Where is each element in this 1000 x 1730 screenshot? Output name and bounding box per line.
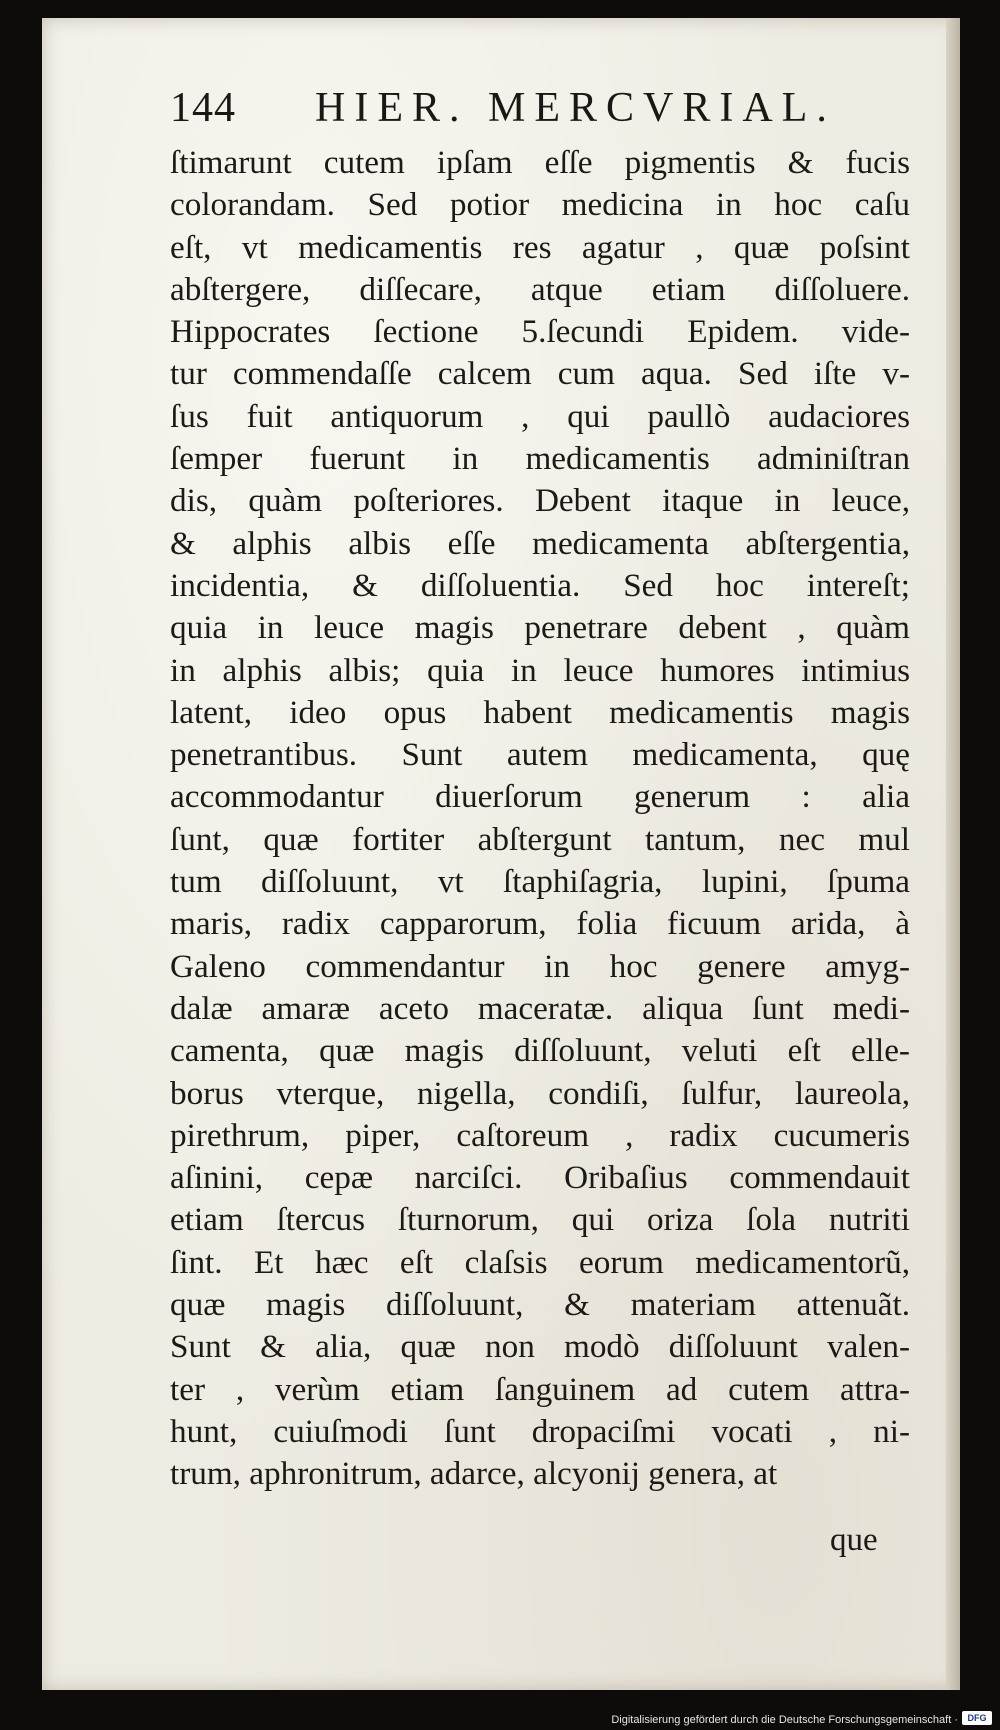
- text-line: ſus fuit antiquorum , qui paullò audaciores: [170, 397, 910, 435]
- text-line: aſinini, cepæ narciſci. Oribaſius commendauit: [170, 1159, 910, 1197]
- text-line: quia in leuce magis penetrare debent , quàm: [170, 609, 910, 647]
- text-line: Hippocrates ſectione 5.ſecundi Epidem. vide-: [170, 313, 910, 351]
- text-line: ſunt, quæ fortiter abſtergunt tantum, nec mul: [170, 820, 910, 858]
- text-line: eſt, vt medicamentis res agatur , quæ poſsint: [170, 228, 910, 266]
- text-line: pirethrum, piper, caſtoreum , radix cucumeris: [170, 1116, 910, 1154]
- text-line: accommodantur diuerſorum generum : alia: [170, 778, 910, 816]
- text-line: ſemper fuerunt in medicamentis adminiſtran: [170, 440, 910, 478]
- text-line: etiam ſtercus ſturnorum, qui oriza ſola nutriti: [170, 1201, 910, 1239]
- text-line: penetrantibus. Sunt autem medicamenta, quę: [170, 736, 910, 774]
- text-line: maris, radix capparorum, folia ficuum arida, à: [170, 905, 910, 943]
- text-line: incidentia, & diſſoluentia. Sed hoc intereſt;: [170, 566, 910, 604]
- text-line: colorandam. Sed potior medicina in hoc caſu: [170, 186, 910, 224]
- text-line: ſtimarunt cutem ipſam eſſe pigmentis & fucis: [170, 144, 910, 181]
- text-line: borus vterque, nigella, condiſi, ſulfur, laureola,: [170, 1074, 910, 1112]
- text-line: & alphis albis eſſe medicamenta abſtergentia,: [170, 524, 910, 562]
- text-line: tur commendaſſe calcem cum aqua. Sed iſte v-: [170, 355, 910, 393]
- text-line: camenta, quæ magis diſſoluunt, veluti eſt elle-: [170, 1032, 910, 1070]
- catchword: que: [830, 1522, 878, 1558]
- text-line: latent, ideo opus habent medicamentis magis: [170, 693, 910, 731]
- text-line: trum, aphronitrum, adarce, alcyonij genera, at: [170, 1455, 778, 1493]
- text-line: in alphis albis; quia in leuce humores intimius: [170, 651, 910, 689]
- text-line: Sunt & alia, quæ non modò diſſoluunt valen-: [170, 1328, 910, 1366]
- footer-credit: Digitalisierung gefördert durch die Deutsche Forschungsgemeinschaft ·: [611, 1714, 958, 1726]
- page-number: 144: [170, 85, 236, 131]
- running-head: HIER. MERCVRIAL.: [315, 85, 836, 131]
- text-line: Galeno commendantur in hoc genere amyg-: [170, 947, 910, 985]
- page-edge: [946, 18, 960, 1690]
- text-line: dis, quàm poſteriores. Debent itaque in leuce,: [170, 482, 910, 520]
- text-line: hunt, cuiuſmodi ſunt dropaciſmi vocati , ni-: [170, 1412, 910, 1450]
- text-line: ter , verùm etiam ſanguinem ad cutem attra-: [170, 1370, 910, 1408]
- page-header: [170, 84, 890, 140]
- footer-bar: [0, 1702, 1000, 1730]
- dfg-logo: DFG: [962, 1711, 992, 1725]
- text-line: abſtergere, diſſecare, atque etiam diſſoluere.: [170, 270, 910, 308]
- text-line: quæ magis diſſoluunt, & materiam attenuãt.: [170, 1286, 910, 1324]
- body-text: [170, 142, 910, 1496]
- text-line: tum diſſoluunt, vt ſtaphiſagria, lupini, ſpuma: [170, 863, 910, 901]
- text-line: dalæ amaræ aceto maceratæ. aliqua ſunt medi-: [170, 989, 910, 1027]
- text-line: ſint. Et hæc eſt claſsis eorum medicamentorũ,: [170, 1243, 910, 1281]
